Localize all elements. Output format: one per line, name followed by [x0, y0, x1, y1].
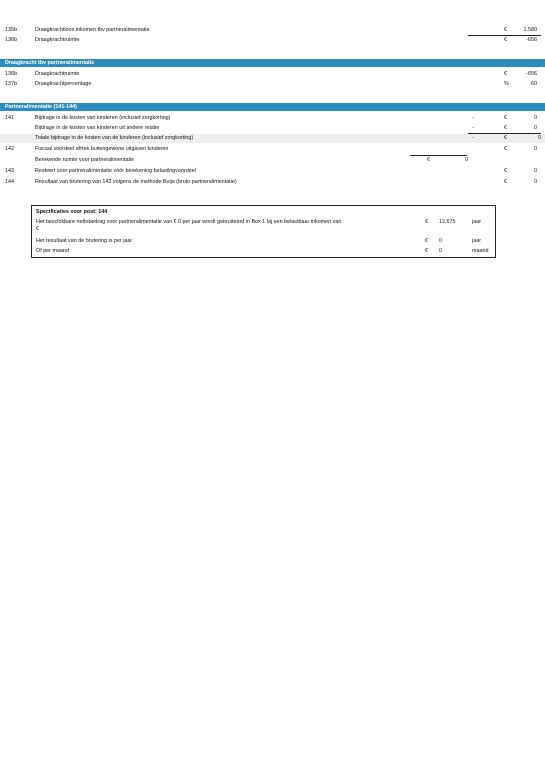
row-currency: € [504, 115, 507, 121]
row-description: Bijdrage in de kosten van kinderen (inclusief zorgkorting) [35, 115, 171, 121]
spec-value: 0 [439, 248, 442, 254]
row-code: 143 [5, 168, 14, 174]
row-sign: - [472, 115, 474, 121]
row-description: Draagkrachtruimte [35, 37, 80, 43]
row-currency: € [504, 27, 507, 33]
row-description: Draagkrachtpercentage [35, 81, 92, 87]
row-description: Resultaat van brutering van 143 volgens de methode Buijs (bruto partneralimentatie) [35, 179, 237, 185]
row-141 [5, 114, 541, 123]
spec-currency: € [425, 238, 428, 244]
row-description: Fiscaal voordeel aftrek buitengewone uitgaven kinderen [35, 146, 169, 152]
spec-currency: € [425, 219, 428, 225]
row-value: 0 [534, 146, 537, 152]
row-description: Bijdrage in de kosten van kinderen uit andere relatie [35, 125, 160, 131]
row-value: 0 [534, 115, 537, 121]
section-header-draagkracht: Draagkracht tbv partneralimentatie [0, 59, 545, 67]
row-description: Resteert voor partneralimentatie vóór berekening belastingvoordeel [35, 168, 196, 174]
row-description: Draagkrachtruimte [35, 71, 80, 77]
spec-line-netto: Het beschikbare nettobedrag voor partneralimentatie van € 0 per jaar wordt gebruiteerd in Box 1 bij een belastbaar inkomen van [36, 219, 342, 225]
row-code: 142 [5, 146, 14, 152]
row-value: 60 [531, 81, 537, 87]
row-141-other-relation [5, 124, 541, 133]
row-description: Totale bijdrage in de kosten van de kinderen (inclusief zorgkorting) [35, 135, 194, 141]
row-value: 0 [534, 179, 537, 185]
row-136b-section [5, 70, 541, 79]
row-137b [5, 80, 541, 89]
row-currency: € [504, 37, 507, 43]
row-description: Draagkrachtloos inkomen tbv partneralimentatie [35, 27, 150, 33]
row-currency: € [504, 135, 507, 141]
row-code: 144 [5, 179, 14, 185]
specification-title: Specificaties voor post: 144 [36, 209, 108, 215]
spec-unit: jaar [472, 219, 481, 225]
row-value: 0 [465, 157, 468, 163]
row-code: 136b [5, 37, 17, 43]
row-value: 0 [534, 125, 537, 131]
row-currency: € [504, 125, 507, 131]
row-value: 0 [538, 135, 541, 141]
row-143 [5, 167, 541, 176]
row-currency: € [504, 71, 507, 77]
row-code: 135b [5, 27, 17, 33]
spec-line-per-maand: Of per maand [36, 248, 69, 254]
row-sign: - [472, 125, 474, 131]
row-141-total [0, 134, 545, 143]
row-sign: - [472, 135, 474, 141]
row-144 [5, 178, 541, 187]
row-value: -656 [526, 37, 537, 43]
row-value: -656 [526, 71, 537, 77]
row-currency: € [504, 179, 507, 185]
spec-currency: € [425, 248, 428, 254]
spec-unit: maand [472, 248, 489, 254]
spec-value: 0 [439, 238, 442, 244]
specification-box [31, 205, 496, 258]
row-135b [5, 26, 541, 35]
row-currency: € [427, 157, 430, 163]
spec-line-netto-currency-wrap: € [36, 226, 39, 232]
row-value: 0 [534, 168, 537, 174]
row-136b [5, 36, 541, 45]
spec-value: 12.675 [439, 219, 456, 225]
section-header-partneralimentatie: Partneralimentatie (141-144) [0, 103, 545, 111]
row-description: Berekende ruimte voor partneralimentatie [35, 157, 135, 163]
row-value: 1.580 [523, 27, 537, 33]
row-142 [5, 145, 541, 154]
row-code: 141 [5, 115, 14, 121]
row-code: 137b [5, 81, 17, 87]
row-berekende-ruimte [5, 156, 541, 165]
spec-unit: jaar [472, 238, 481, 244]
row-currency: € [504, 168, 507, 174]
row-currency: € [504, 146, 507, 152]
row-code: 136b [5, 71, 17, 77]
row-currency: % [504, 81, 509, 87]
spec-line-brutering: Het resultaat van de brutering is per jaar [36, 238, 133, 244]
